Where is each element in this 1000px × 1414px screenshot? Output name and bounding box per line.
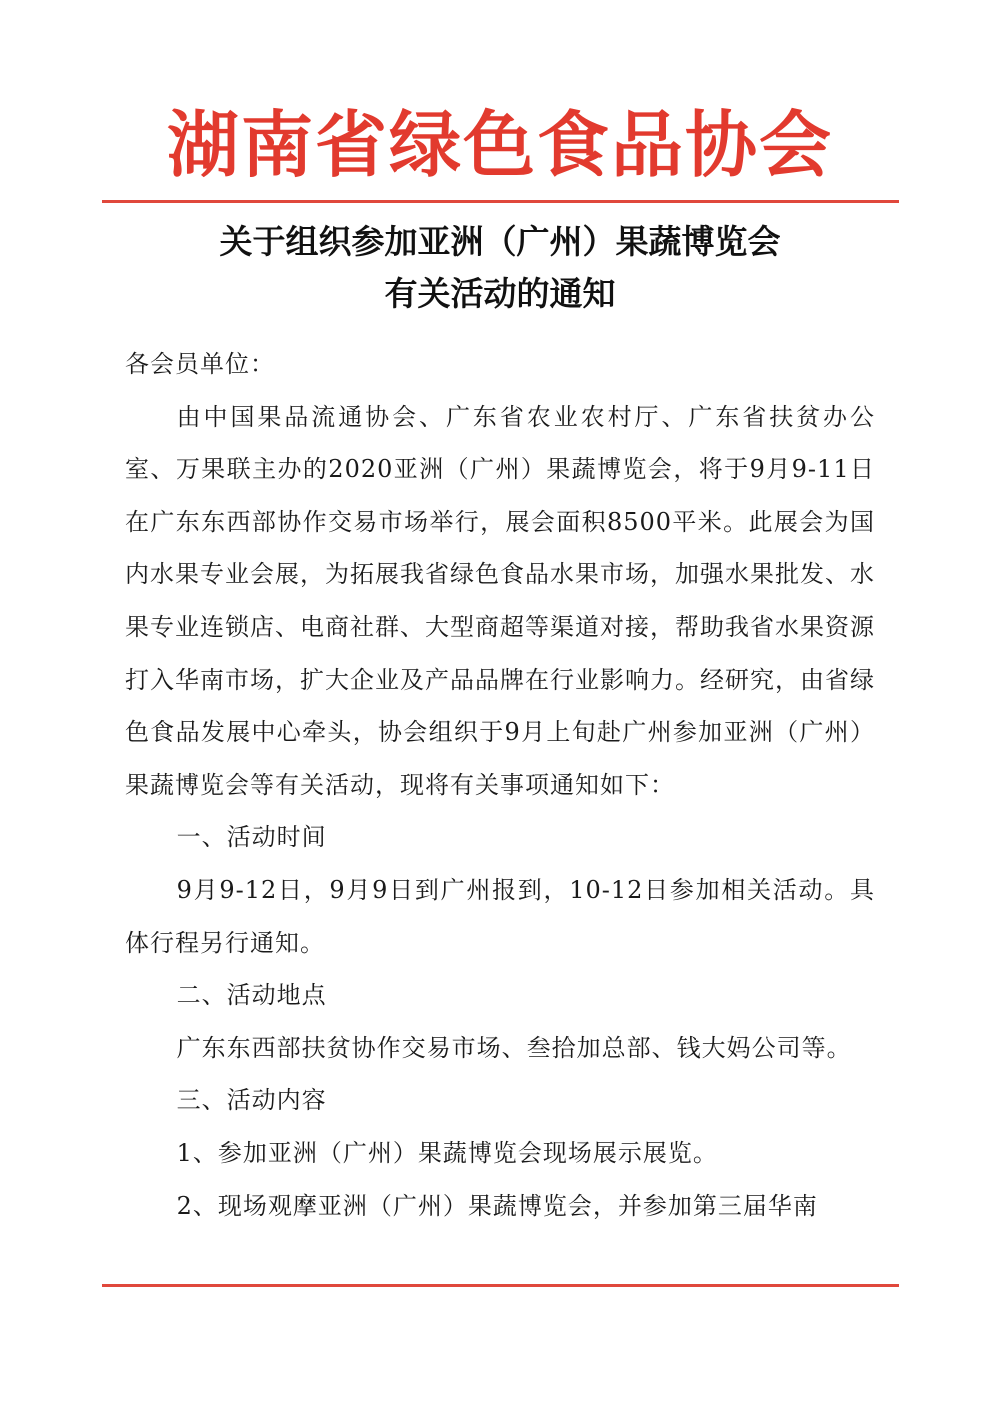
- footer-divider: [102, 1284, 899, 1287]
- section-time-paragraph: 9月9-12日，9月9日到广州报到，10-12日参加相关活动。具体行程另行通知。: [125, 875, 875, 957]
- section-heading-location: 二、活动地点: [176, 981, 327, 1010]
- section-content-item-2: 2、现场观摩亚洲（广州）果蔬博览会，并参加第三届华南: [176, 1191, 818, 1220]
- intro-paragraph: 由中国果品流通协会、广东省农业农村厅、广东省扶贫办公室、万果联主办的2020亚洲（广州）果蔬博览会，将于9月9-11日在广东东西部协作交易市场举行，展会面积8500平米。此展会为国内水果专业会展，为拓展我省绿色食品水果市场，加强水果批发、水果专业连锁店、电商社群、大型商超等渠道对接，帮助我省水果资源打入华南市场，扩大企业及产品品牌在行业影响力。经研究，由省绿色食品发展中心牵头，协会组织于9月上旬赴广州参加亚洲（广州）果蔬博览会等有关活动，现将有关事项通知如下：: [125, 402, 875, 799]
- notice-body: [125, 338, 875, 1232]
- letterhead-divider: [102, 200, 899, 203]
- section-heading-content: 三、活动内容: [176, 1086, 327, 1115]
- section-location-paragraph: 广东东西部扶贫协作交易市场、叁拾加总部、钱大妈公司等。: [176, 1033, 852, 1062]
- salutation: 各会员单位：: [125, 350, 275, 378]
- section-content-item-1: 1、参加亚洲（广州）果蔬博览会现场展示展览。: [176, 1138, 718, 1167]
- section-heading-time: 一、活动时间: [176, 823, 327, 852]
- notice-title-line1: 关于组织参加亚洲（广州）果蔬博览会: [219, 222, 781, 261]
- letterhead-org-name: 湖南省绿色食品协会: [166, 103, 833, 187]
- notice-title-line2: 有关活动的通知: [384, 274, 616, 313]
